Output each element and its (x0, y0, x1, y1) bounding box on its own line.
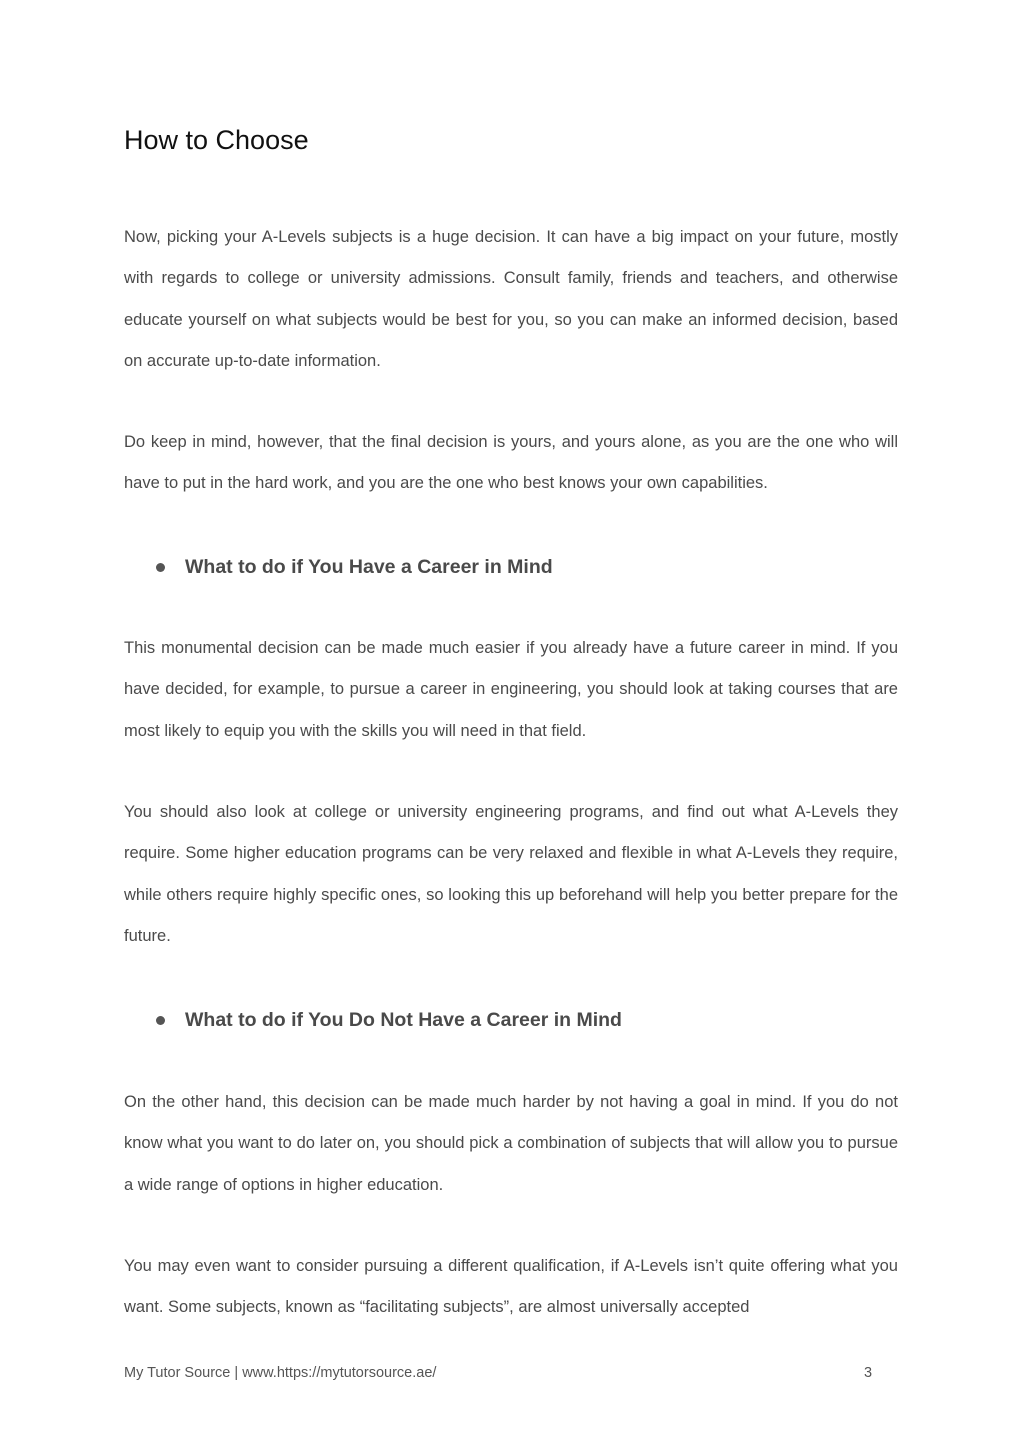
bullet-icon (156, 563, 165, 572)
paragraph-career-engineering: This monumental decision can be made much easier if you already have a future career in mind. If you have decided, for example, to pursue a career in engineering, you should look at taking courses that are most likely to equip you with the skills you will need in that field. (124, 639, 898, 740)
section-heading-text: What to do if You Do Not Have a Career in Mind (185, 1009, 622, 1031)
section-heading-text: What to do if You Have a Career in Mind (185, 556, 553, 578)
bullet-icon (156, 1016, 165, 1025)
paragraph-university-programs: You should also look at college or university engineering programs, and find out what A-Levels they require. Some higher education programs can be very relaxed and flexible in what A-Levels they require, while others require highly specific ones, so looking this up beforehand will help you better prepare for the future. (124, 803, 898, 945)
footer-source: My Tutor Source | www.https://mytutorsource.ae/ (124, 1365, 437, 1381)
section-heading-career-in-mind (152, 553, 553, 581)
section-heading-no-career-in-mind (152, 1006, 622, 1034)
paragraph-final-decision: Do keep in mind, however, that the final decision is yours, and yours alone, as you are the one who will have to put in the hard work, and you are the one who best knows your own capabilities. (124, 433, 898, 493)
page-title: How to Choose (124, 125, 309, 155)
paragraph-intro: Now, picking your A-Levels subjects is a huge decision. It can have a big impact on your future, mostly with regards to college or university admissions. Consult family, friends and teachers, and otherwise educate yourself on what subjects would be best for you, so you can make an informed decision, based on accurate up-to-date information. (124, 228, 898, 370)
footer-page-number: 3 (864, 1365, 873, 1381)
paragraph-different-qualification: You may even want to consider pursuing a different qualification, if A-Levels isn’t quite offering what you want. Some subjects, known as “facilitating subjects”, are almost universally accepted (124, 1257, 898, 1317)
paragraph-no-goal: On the other hand, this decision can be made much harder by not having a goal in mind. If you do not know what you want to do later on, you should pick a combination of subjects that will allow you to pursue a wide range of options in higher education. (124, 1093, 898, 1194)
